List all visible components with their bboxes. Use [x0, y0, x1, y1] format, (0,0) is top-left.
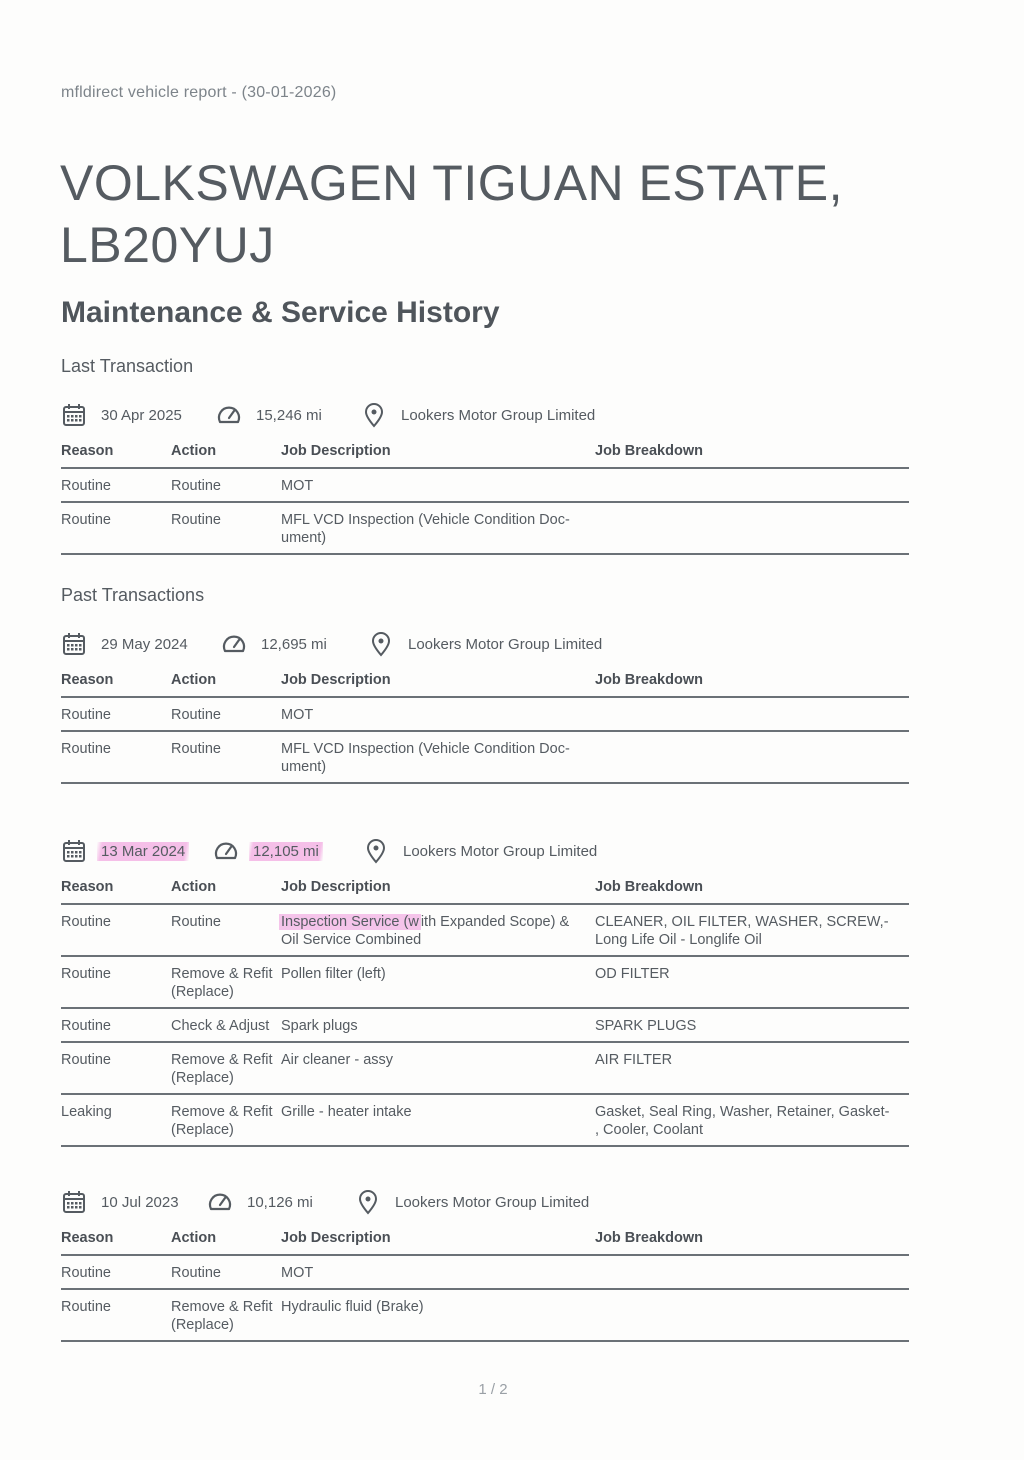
location-pin-icon: [363, 838, 389, 864]
highlighted-text: Inspection Service (w: [281, 914, 419, 930]
job-table: [61, 669, 909, 784]
job-breakdown-cell: AIR FILTER: [595, 1042, 909, 1094]
reason-cell: Routine: [61, 956, 171, 1008]
table-row: [61, 1255, 909, 1289]
action-cell: Remove & Refit (Replace): [171, 1094, 281, 1146]
action-cell: Check & Adjust: [171, 1008, 281, 1042]
reason-cell: Routine: [61, 904, 171, 956]
action-cell: Routine: [171, 502, 281, 554]
action-cell: Routine: [171, 697, 281, 731]
job-table: [61, 440, 909, 555]
transaction-date: 13 Mar 2024: [97, 842, 189, 861]
job-breakdown-cell: SPARK PLUGS: [595, 1008, 909, 1042]
transaction-date-item: [61, 631, 188, 657]
table-header-row: [61, 1227, 909, 1255]
transaction-date-item: [61, 838, 189, 864]
action-cell: Routine: [171, 904, 281, 956]
job-breakdown-cell: OD FILTER: [595, 956, 909, 1008]
action-cell: Routine: [171, 1255, 281, 1289]
action-header: Action: [171, 440, 281, 468]
table-row: [61, 956, 909, 1008]
table-row: [61, 502, 909, 554]
past-transactions-heading: Past Transactions: [61, 585, 205, 605]
action-header: Action: [171, 669, 281, 697]
job-description-cell: Grille - heater intake: [281, 1094, 595, 1146]
job-description-cell: Air cleaner - assy: [281, 1042, 595, 1094]
location-pin-icon: [355, 1189, 381, 1215]
action-cell: Remove & Refit (Replace): [171, 956, 281, 1008]
job-description-header: Job Description: [281, 669, 595, 697]
calendar-icon: [61, 402, 87, 428]
reason-header: Reason: [61, 440, 171, 468]
job-breakdown-header: Job Breakdown: [595, 440, 909, 468]
transaction-location-item: [368, 631, 602, 657]
page-number: 1 / 2: [478, 1381, 508, 1398]
report-header: mfldirect vehicle report - (30-01-2026): [61, 84, 337, 101]
job-breakdown-cell: [595, 731, 909, 783]
vehicle-model: VOLKSWAGEN TIGUAN ESTATE,: [60, 155, 844, 211]
table-header-row: [61, 440, 909, 468]
job-description-cell: MOT: [281, 697, 595, 731]
job-breakdown-header: Job Breakdown: [595, 1227, 909, 1255]
calendar-icon: [61, 838, 87, 864]
action-cell: Routine: [171, 468, 281, 502]
job-breakdown-cell: Gasket, Seal Ring, Washer, Retainer, Gasket- , Cooler, Coolant: [595, 1094, 909, 1146]
reason-header: Reason: [61, 669, 171, 697]
speedometer-icon: [213, 838, 239, 864]
job-description-cell: MOT: [281, 468, 595, 502]
job-table: [61, 1227, 909, 1342]
job-table: [61, 876, 909, 1147]
transaction-mileage: 12,695 mi: [261, 635, 327, 653]
location-pin-icon: [368, 631, 394, 657]
speedometer-icon: [216, 402, 242, 428]
action-header: Action: [171, 876, 281, 904]
job-description-cell: MOT: [281, 1255, 595, 1289]
reason-cell: Routine: [61, 468, 171, 502]
transaction-date: 10 Jul 2023: [101, 1193, 179, 1211]
job-description-cell: Pollen filter (left): [281, 956, 595, 1008]
job-breakdown-cell: CLEANER, OIL FILTER, WASHER, SCREW,- Long Life Oil - Longlife Oil: [595, 904, 909, 956]
reason-cell: Routine: [61, 731, 171, 783]
job-breakdown-cell: [595, 1289, 909, 1341]
table-row: [61, 1042, 909, 1094]
job-description-cell: Inspection Service (w ith Expanded Scope) & Oil Service Combined: [281, 904, 595, 956]
transaction-mileage: 12,105 mi: [249, 842, 323, 861]
table-row: [61, 731, 909, 783]
location-pin-icon: [361, 402, 387, 428]
job-description-header: Job Description: [281, 440, 595, 468]
transaction-mileage-item: [213, 838, 323, 864]
transaction-date: 30 Apr 2025: [101, 406, 182, 424]
job-description-cell: MFL VCD Inspection (Vehicle Condition Doc- ument): [281, 731, 595, 783]
job-description-cell: Hydraulic fluid (Brake): [281, 1289, 595, 1341]
reason-cell: Leaking: [61, 1094, 171, 1146]
table-row: [61, 1094, 909, 1146]
transaction-location-item: [363, 838, 597, 864]
job-breakdown-cell: [595, 502, 909, 554]
job-breakdown-header: Job Breakdown: [595, 876, 909, 904]
reason-cell: Routine: [61, 1042, 171, 1094]
calendar-icon: [61, 631, 87, 657]
table-row: [61, 1289, 909, 1341]
transaction-location: Lookers Motor Group Limited: [403, 842, 598, 860]
transaction-mileage: 10,126 mi: [247, 1193, 313, 1211]
reason-cell: Routine: [61, 697, 171, 731]
transaction-date-item: [61, 402, 182, 428]
transaction-date-item: [61, 1189, 179, 1215]
transaction-location-item: [355, 1189, 589, 1215]
transaction-location-item: [361, 402, 595, 428]
transaction-location: Lookers Motor Group Limited: [395, 1193, 590, 1211]
job-breakdown-cell: [595, 697, 909, 731]
table-row: [61, 904, 909, 956]
job-description-header: Job Description: [281, 1227, 595, 1255]
last-transaction-heading: Last Transaction: [61, 356, 194, 376]
transaction-mileage-item: [221, 631, 327, 657]
table-row: [61, 468, 909, 502]
transaction-date: 29 May 2024: [101, 635, 188, 653]
transaction-location: Lookers Motor Group Limited: [401, 406, 596, 424]
reason-header: Reason: [61, 1227, 171, 1255]
action-cell: Remove & Refit (Replace): [171, 1042, 281, 1094]
table-header-row: [61, 876, 909, 904]
table-row: [61, 697, 909, 731]
job-description-cell: Spark plugs: [281, 1008, 595, 1042]
transaction-mileage-item: [207, 1189, 313, 1215]
vehicle-registration: LB20YUJ: [60, 217, 275, 273]
action-cell: Remove & Refit (Replace): [171, 1289, 281, 1341]
reason-cell: Routine: [61, 1008, 171, 1042]
speedometer-icon: [221, 631, 247, 657]
job-description-header: Job Description: [281, 876, 595, 904]
transaction-mileage: 15,246 mi: [256, 406, 322, 424]
table-header-row: [61, 669, 909, 697]
speedometer-icon: [207, 1189, 233, 1215]
section-title: Maintenance & Service History: [61, 296, 500, 329]
action-header: Action: [171, 1227, 281, 1255]
job-description-cell: MFL VCD Inspection (Vehicle Condition Doc- ument): [281, 502, 595, 554]
reason-cell: Routine: [61, 1289, 171, 1341]
transaction-mileage-item: [216, 402, 322, 428]
reason-cell: Routine: [61, 502, 171, 554]
job-breakdown-cell: [595, 1255, 909, 1289]
reason-header: Reason: [61, 876, 171, 904]
table-row: [61, 1008, 909, 1042]
job-breakdown-cell: [595, 468, 909, 502]
job-breakdown-header: Job Breakdown: [595, 669, 909, 697]
reason-cell: Routine: [61, 1255, 171, 1289]
vehicle-title: [60, 152, 920, 276]
action-cell: Routine: [171, 731, 281, 783]
calendar-icon: [61, 1189, 87, 1215]
transaction-location: Lookers Motor Group Limited: [408, 635, 603, 653]
